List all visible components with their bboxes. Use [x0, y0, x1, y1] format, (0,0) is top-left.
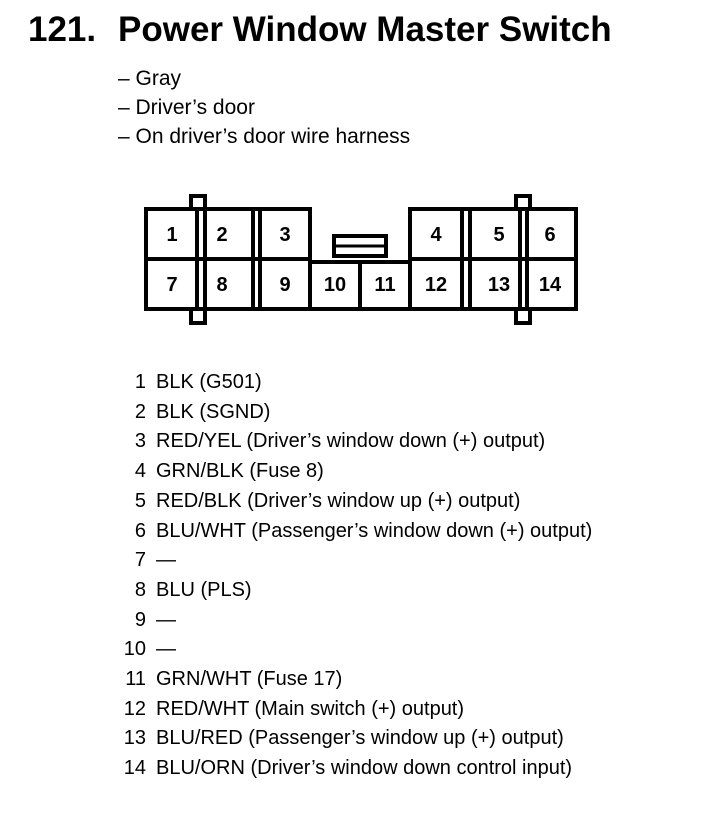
pin-row — [100, 427, 592, 457]
pin-number: 1 — [134, 371, 146, 393]
pin-description: BLK (G501) — [156, 371, 262, 393]
pin-number: 13 — [123, 727, 146, 750]
pin-row — [100, 724, 592, 754]
detail-harness: – On driver’s door wire harness — [118, 125, 411, 148]
cell-7: 7 — [166, 274, 178, 296]
pin-number: 5 — [134, 489, 146, 512]
pin-number: 3 — [134, 430, 146, 453]
connector-key-top-right — [516, 196, 530, 209]
pin-description: RED/BLK (Driver’s window up (+) output) — [156, 489, 521, 512]
pin-description: RED/WHT (Main switch (+) output) — [156, 697, 465, 720]
pin-row — [100, 695, 592, 725]
connector-key-bottom-left — [191, 309, 205, 323]
pin-description: — — [156, 638, 176, 661]
pin-list — [100, 368, 592, 784]
cell-8: 8 — [216, 274, 228, 296]
pin-row — [100, 606, 592, 636]
pin-number: 11 — [125, 668, 146, 691]
cell-3: 3 — [279, 224, 291, 246]
cell-12: 12 — [424, 274, 448, 296]
detail-color: – Gray — [118, 67, 182, 90]
cell-13: 13 — [487, 274, 511, 296]
pin-description: BLK (SGND) — [156, 400, 271, 423]
section-title: Power Window Master Switch — [118, 10, 612, 49]
cell-6: 6 — [544, 224, 556, 246]
pin-number: 14 — [123, 757, 146, 780]
pin-description: BLU/RED (Passenger’s window up (+) output) — [156, 727, 564, 750]
pin-row — [100, 576, 592, 606]
pin-number: 7 — [134, 549, 146, 572]
pin-description: BLU/WHT (Passenger’s window down (+) output) — [156, 519, 593, 542]
cell-11: 11 — [374, 274, 396, 296]
connector-diagram — [0, 0, 704, 360]
connector-key-top-left — [191, 196, 205, 209]
cell-4: 4 — [430, 224, 442, 246]
pin-row — [100, 398, 592, 428]
cell-14: 14 — [538, 274, 562, 296]
pin-row — [100, 665, 592, 695]
cell-1: 1 — [166, 224, 178, 246]
detail-location: – Driver’s door — [118, 96, 255, 119]
cell-9: 9 — [279, 274, 291, 296]
pin-row — [100, 754, 592, 784]
pin-row — [100, 487, 592, 517]
pin-row — [100, 517, 592, 547]
connector-key-bottom-right — [516, 309, 530, 323]
pin-row — [100, 368, 592, 398]
pin-description: GRN/WHT (Fuse 17) — [156, 668, 343, 691]
pin-row — [100, 457, 592, 487]
pin-description: — — [156, 608, 176, 631]
pin-number: 4 — [134, 460, 146, 483]
pin-row — [100, 546, 592, 576]
section-number: 121. — [28, 10, 97, 49]
cell-2: 2 — [216, 224, 228, 246]
pin-description: BLU/ORN (Driver’s window down control input) — [156, 757, 573, 780]
pin-description: GRN/BLK (Fuse 8) — [156, 460, 324, 483]
pin-description: BLU (PLS) — [156, 578, 252, 601]
pin-number: 9 — [134, 608, 146, 631]
pin-description: RED/YEL (Driver’s window down (+) output) — [156, 430, 546, 453]
cell-10: 10 — [323, 274, 347, 296]
pin-number: 2 — [134, 400, 146, 423]
pin-description: — — [156, 549, 176, 572]
pin-number: 6 — [134, 519, 146, 542]
pin-number: 12 — [123, 697, 146, 720]
pin-number: 8 — [134, 578, 146, 601]
cell-5: 5 — [493, 224, 505, 246]
pin-row — [100, 635, 592, 665]
pin-number: 10 — [123, 638, 146, 661]
